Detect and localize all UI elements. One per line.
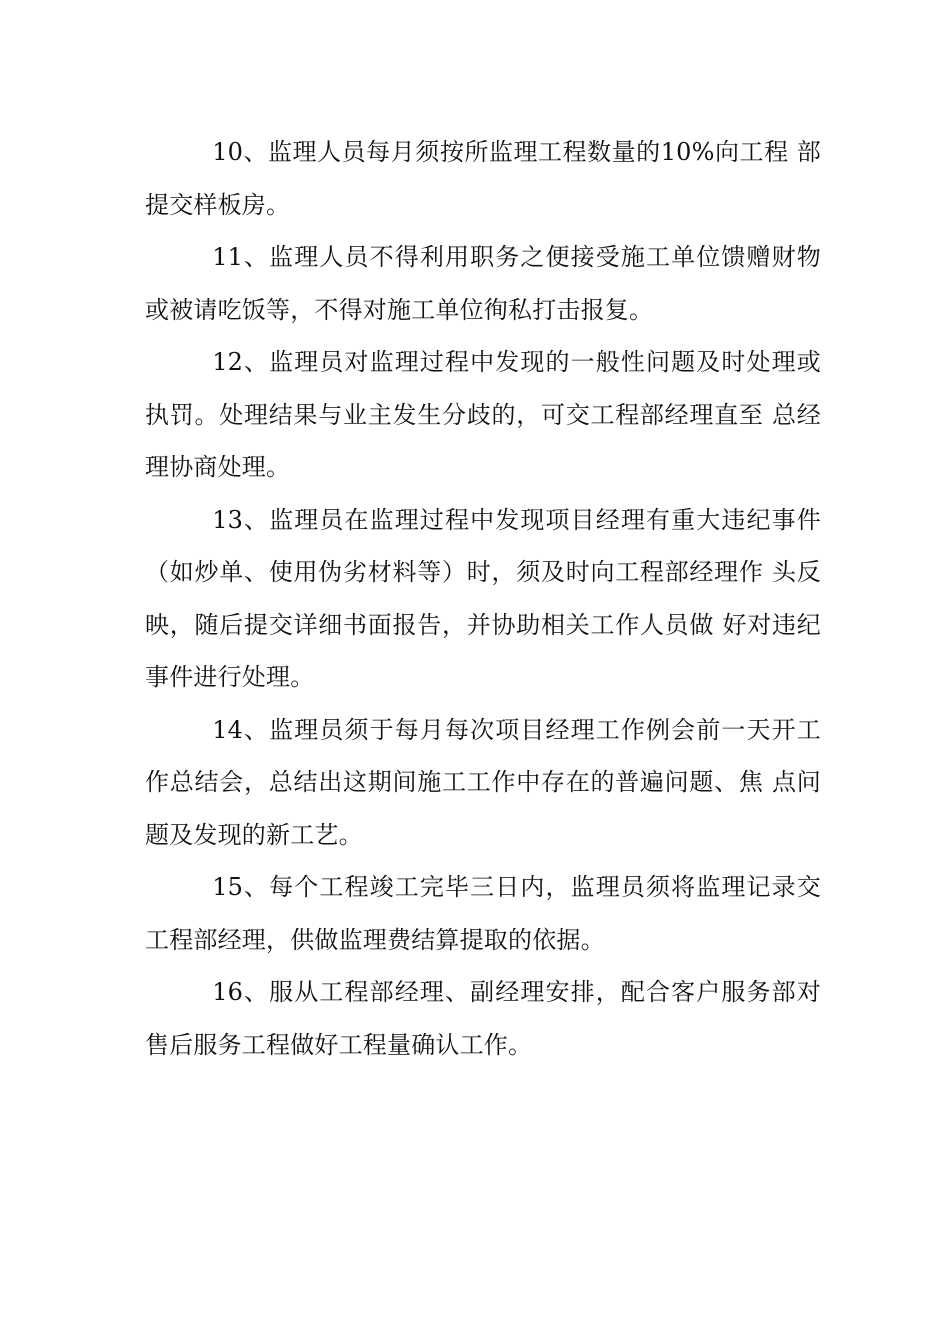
paragraph-15: 15、每个工程竣工完毕三日内，监理员须将监理记录交工程部经理，供做监理费结算提取的依据。 xyxy=(145,873,821,954)
paragraph-16: 16、服从工程部经理、副经理安排，配合客户服务部对售后服务工程做好工程量确认工作。 xyxy=(145,978,821,1059)
paragraph-12: 12、监理员对监理过程中发现的一般性问题及时处理或执罚。处理结果与业主发生分歧的，可交工程部经理直至 总经理协商处理。 xyxy=(145,348,821,481)
paragraph-13: 13、监理员在监理过程中发现项目经理有重大违纪事件（如炒单、使用伪劣材料等）时，须及时向工程部经理作 头反映，随后提交详细书面报告，并协助相关工作人员做 好对违纪事件进行处理。 xyxy=(145,505,821,691)
document-body xyxy=(145,126,821,1071)
paragraph-10: 10、监理人员每月须按所监理工程数量的10%向工程 部提交样板房。 xyxy=(145,138,821,219)
paragraph-11: 11、监理人员不得利用职务之便接受施工单位馈赠财物或被请吃饭等，不得对施工单位徇私打击报复。 xyxy=(145,243,821,324)
paragraph-14: 14、监理员须于每月每次项目经理工作例会前一天开工作总结会，总结出这期间施工工作中存在的普遍问题、焦 点问题及发现的新工艺。 xyxy=(145,715,821,849)
